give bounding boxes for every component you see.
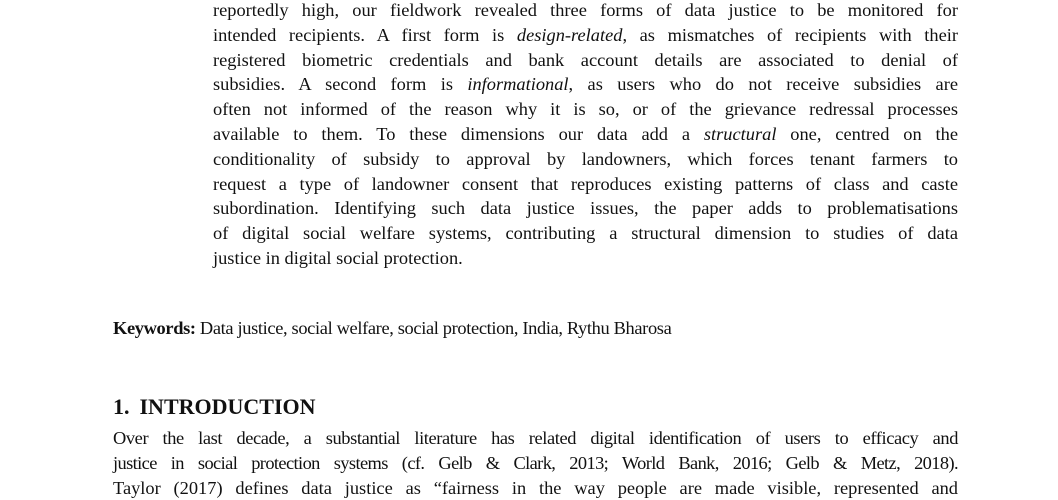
- abstract-text: subsidies. A second form is: [213, 74, 468, 95]
- keywords-label: Keywords:: [113, 318, 196, 338]
- keywords: [113, 316, 671, 340]
- abstract-text: intended recipients. A first form is: [213, 24, 517, 45]
- intro-line: Over the last decade, a substantial literature has related digital identification of users to efficacy and: [113, 428, 958, 448]
- intro-line: justice in social protection systems (cf. Gelb & Clark, 2013; World Bank, 2016; Gelb & Metz, 2018).: [113, 452, 958, 473]
- section-title: INTRODUCTION: [139, 394, 316, 419]
- abstract-text: , as users who do not receive subsidies are: [568, 74, 958, 95]
- abstract-emphasis: structural: [703, 123, 777, 144]
- section-heading: [113, 393, 316, 421]
- abstract-line: often not informed of the reason why it is so, or of the grievance redressal processes: [213, 99, 958, 120]
- abstract-line: [213, 23, 958, 48]
- abstract-text: one, centred on the: [776, 123, 958, 144]
- abstract-body: [213, 0, 958, 271]
- abstract-emphasis: informational: [467, 74, 569, 95]
- intro-line: Taylor (2017) defines data justice as “fairness in the way people are made visible, represented and: [113, 477, 958, 498]
- abstract-line: [213, 122, 958, 147]
- keywords-text: Data justice, social welfare, social protection, India, Rythu Bharosa: [195, 318, 672, 338]
- abstract-line: request a type of landowner consent that reproduces existing patterns of class and caste: [213, 173, 958, 194]
- abstract-line: reportedly high, our fieldwork revealed three forms of data justice to be monitored for: [213, 0, 958, 20]
- abstract-line: of digital social welfare systems, contributing a structural dimension to studies of data: [213, 223, 958, 244]
- abstract-line: registered biometric credentials and bank account details are associated to denial of: [213, 49, 958, 70]
- introduction-body: [113, 426, 958, 500]
- abstract-line: conditionality of subsidy to approval by landowners, which forces tenant farmers to: [213, 148, 958, 169]
- abstract-line: justice in digital social protection.: [213, 247, 463, 268]
- abstract-line: subordination. Identifying such data justice issues, the paper adds to problematisations: [213, 198, 958, 219]
- abstract-text: available to them. To these dimensions our data add a: [213, 123, 704, 144]
- abstract-text: , as mismatches of recipients with their: [622, 24, 958, 45]
- abstract-emphasis: design-related: [516, 24, 623, 45]
- abstract-line: [213, 72, 958, 97]
- section-number: 1.: [113, 394, 130, 419]
